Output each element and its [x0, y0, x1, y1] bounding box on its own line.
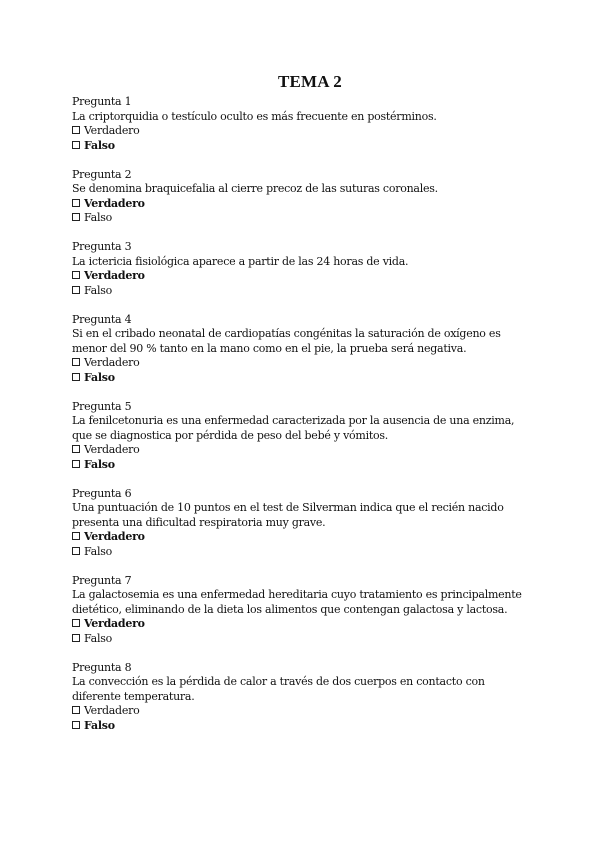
option-verdadero[interactable]	[72, 617, 532, 632]
option-label: Verdadero	[84, 704, 140, 717]
option-label: Verdadero	[84, 443, 140, 456]
checkbox-icon[interactable]	[72, 373, 80, 381]
option-label: Falso	[84, 718, 115, 732]
question-6	[72, 487, 532, 560]
question-number: Pregunta 6	[72, 486, 132, 500]
question-number: Pregunta 2	[72, 167, 132, 181]
question-1	[72, 95, 532, 153]
question-list	[72, 95, 532, 733]
checkbox-icon[interactable]	[72, 271, 80, 279]
option-label: Verdadero	[84, 356, 140, 369]
question-text: La convección es la pérdida de calor a través de dos cuerpos en contacto con diferente temperatura.	[72, 675, 485, 703]
option-label: Verdadero	[84, 530, 145, 543]
question-4	[72, 313, 532, 386]
checkbox-icon[interactable]	[72, 358, 80, 366]
checkbox-icon[interactable]	[72, 619, 80, 627]
option-falso[interactable]	[72, 284, 532, 299]
checkbox-icon[interactable]	[72, 547, 80, 555]
question-number: Pregunta 3	[72, 240, 132, 253]
question-number: Pregunta 5	[72, 399, 132, 413]
checkbox-icon[interactable]	[72, 634, 80, 642]
checkbox-icon[interactable]	[72, 721, 80, 729]
option-falso[interactable]	[72, 371, 532, 386]
question-number: Pregunta 8	[72, 660, 132, 674]
question-text: La criptorquidia o testículo oculto es más frecuente en postérminos.	[72, 109, 437, 123]
option-verdadero[interactable]	[72, 124, 532, 139]
question-number: Pregunta 7	[72, 573, 132, 587]
checkbox-icon[interactable]	[72, 126, 80, 134]
checkbox-icon[interactable]	[72, 141, 80, 149]
question-8	[72, 661, 532, 734]
option-falso[interactable]	[72, 632, 532, 647]
question-7	[72, 574, 532, 647]
option-label: Falso	[84, 283, 112, 297]
option-falso[interactable]	[72, 211, 532, 226]
option-label: Verdadero	[84, 617, 145, 630]
question-3	[72, 240, 532, 298]
question-5	[72, 400, 532, 473]
option-label: Falso	[84, 211, 112, 224]
option-verdadero[interactable]	[72, 443, 532, 458]
option-label: Falso	[84, 544, 112, 558]
option-label: Falso	[84, 370, 115, 384]
option-falso[interactable]	[72, 545, 532, 560]
checkbox-icon[interactable]	[72, 532, 80, 540]
option-verdadero[interactable]	[72, 269, 532, 284]
question-text: La fenilcetonuria es una enfermedad caracterizada por la ausencia de una enzima, que se diagnostica por pérdida de peso del bebé y vómitos.	[72, 414, 515, 442]
question-text: La ictericia fisiológica aparece a partir de las 24 horas de vida.	[72, 254, 409, 268]
page-title: TEMA 2	[277, 72, 342, 91]
question-number: Pregunta 1	[72, 95, 132, 108]
option-label: Verdadero	[84, 269, 145, 282]
option-falso[interactable]	[72, 719, 532, 734]
question-text: Si en el cribado neonatal de cardiopatías congénitas la saturación de oxígeno es menor del 90 % tanto en la mano como en el pie, la prueba será negativa.	[72, 327, 501, 355]
option-falso[interactable]	[72, 458, 532, 473]
question-2	[72, 168, 532, 226]
option-verdadero[interactable]	[72, 704, 532, 719]
checkbox-icon[interactable]	[72, 286, 80, 294]
option-label: Verdadero	[84, 124, 140, 137]
checkbox-icon[interactable]	[72, 213, 80, 221]
checkbox-icon[interactable]	[72, 445, 80, 453]
question-text: Una puntuación de 10 puntos en el test de Silverman indica que el recién nacido presenta una dificultad respiratoria muy grave.	[72, 501, 504, 529]
question-text: Se denomina braquicefalia al cierre precoz de las suturas coronales.	[72, 182, 438, 195]
question-number: Pregunta 4	[72, 312, 132, 326]
option-label: Falso	[84, 631, 112, 645]
option-verdadero[interactable]	[72, 197, 532, 212]
option-falso[interactable]	[72, 139, 532, 154]
option-label: Verdadero	[84, 196, 145, 210]
checkbox-icon[interactable]	[72, 460, 80, 468]
checkbox-icon[interactable]	[72, 199, 80, 207]
option-label: Falso	[84, 138, 115, 152]
option-verdadero[interactable]	[72, 356, 532, 371]
checkbox-icon[interactable]	[72, 706, 80, 714]
question-text: La galactosemia es una enfermedad hereditaria cuyo tratamiento es principalmente dietético, eliminando de la dieta los alimentos que contengan galactosa y lactosa.	[72, 588, 522, 616]
option-verdadero[interactable]	[72, 530, 532, 545]
option-label: Falso	[84, 457, 115, 471]
